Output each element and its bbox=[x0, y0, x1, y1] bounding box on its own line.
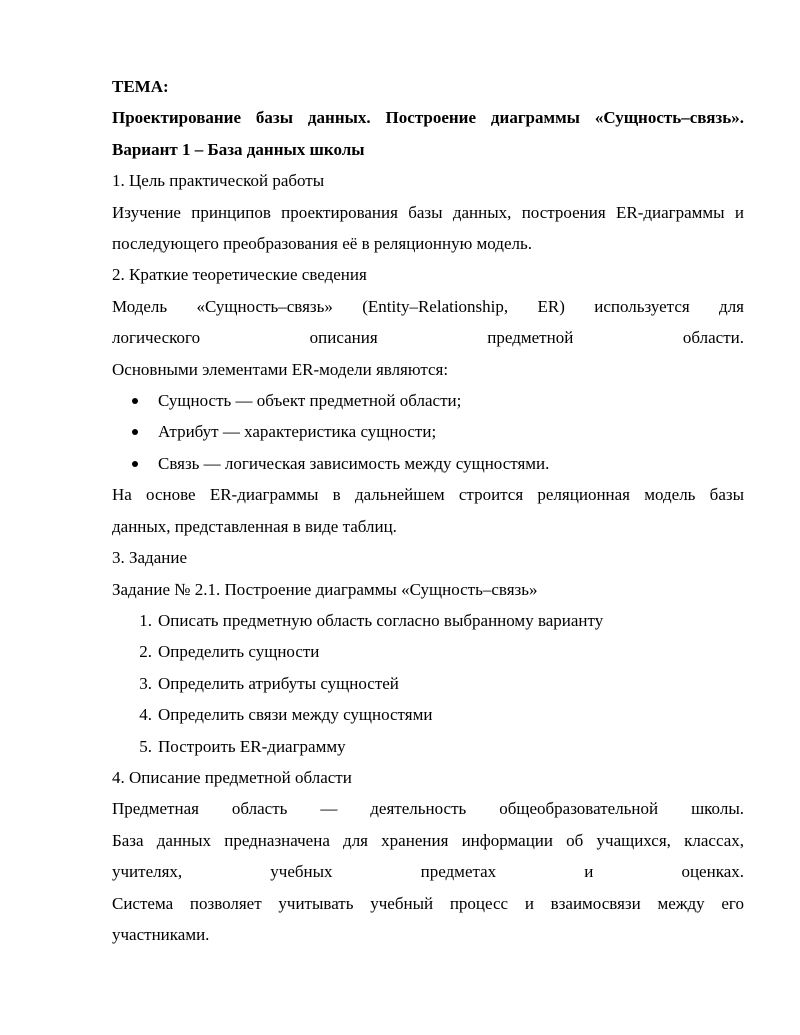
section-1-line-2: последующего преобразования её в реляционную модель. bbox=[112, 234, 532, 254]
section-4-line-4: Система позволяет учитывать учебный процесс и взаимосвязи между его bbox=[112, 893, 744, 913]
section-2-line-3: Основными элементами ER-модели являются: bbox=[112, 359, 449, 379]
list-item-number: 3. bbox=[139, 673, 152, 693]
list-item-text: Определить сущности bbox=[158, 642, 320, 662]
bullet-icon bbox=[132, 398, 138, 404]
section-2-after-line-1: На основе ER-диаграммы в дальнейшем строится реляционная модель базы bbox=[112, 485, 744, 505]
list-item-text: Определить связи между сущностями bbox=[158, 705, 433, 725]
task-title: Задание № 2.1. Построение диаграммы «Сущность–связь» bbox=[112, 579, 538, 599]
list-item-text: Описать предметную область согласно выбранному варианту bbox=[158, 610, 604, 630]
section-4-line-5: участниками. bbox=[112, 924, 210, 944]
er-elements-list bbox=[112, 385, 744, 479]
list-item bbox=[112, 699, 744, 730]
section-1-line-1: Изучение принципов проектирования базы данных, построения ER-диаграммы и bbox=[112, 202, 744, 222]
list-item bbox=[112, 668, 744, 699]
task-steps-list bbox=[112, 605, 744, 762]
list-item-number: 4. bbox=[139, 705, 152, 725]
list-item-text: Определить атрибуты сущностей bbox=[158, 673, 399, 693]
list-item-text: Сущность — объект предметной области; bbox=[158, 391, 462, 411]
bullet-icon bbox=[132, 461, 138, 467]
list-item-text: Атрибут — характеристика сущности; bbox=[158, 422, 437, 442]
section-2-after-line-2: данных, представленная в виде таблиц. bbox=[112, 516, 397, 536]
list-item-number: 2. bbox=[139, 642, 152, 662]
list-item bbox=[112, 731, 744, 762]
topic-label: ТЕМА: bbox=[112, 77, 169, 96]
section-4-line-2: База данных предназначена для хранения информации об учащихся, классах, bbox=[112, 830, 744, 850]
list-item-number: 5. bbox=[139, 736, 152, 756]
section-4-line-1: Предметная область — деятельность общеобразовательной школы. bbox=[112, 799, 744, 819]
section-4-title: 4. Описание предметной области bbox=[112, 767, 352, 787]
list-item bbox=[112, 416, 744, 447]
list-item-number: 1. bbox=[139, 610, 152, 630]
section-2-line-1: Модель «Сущность–связь» (Entity–Relationship, ER) используется для bbox=[112, 296, 744, 316]
list-item-text: Связь — логическая зависимость между сущностями. bbox=[158, 453, 550, 473]
topic-title: Проектирование базы данных. Построение диаграммы «Сущность–связь». bbox=[112, 108, 744, 128]
list-item-text: Построить ER-диаграмму bbox=[158, 736, 346, 756]
section-2-line-2: логического описания предметной области. bbox=[112, 328, 744, 348]
list-item bbox=[112, 636, 744, 667]
section-4-line-3: учителях, учебных предметах и оценках. bbox=[112, 862, 744, 882]
section-3-title: 3. Задание bbox=[112, 548, 187, 568]
list-item bbox=[112, 385, 744, 416]
section-2-title: 2. Краткие теоретические сведения bbox=[112, 265, 367, 285]
list-item bbox=[112, 448, 744, 479]
variant-title: Вариант 1 – База данных школы bbox=[112, 139, 365, 159]
list-item bbox=[112, 605, 744, 636]
section-1-title: 1. Цель практической работы bbox=[112, 171, 325, 191]
bullet-icon bbox=[132, 429, 138, 435]
